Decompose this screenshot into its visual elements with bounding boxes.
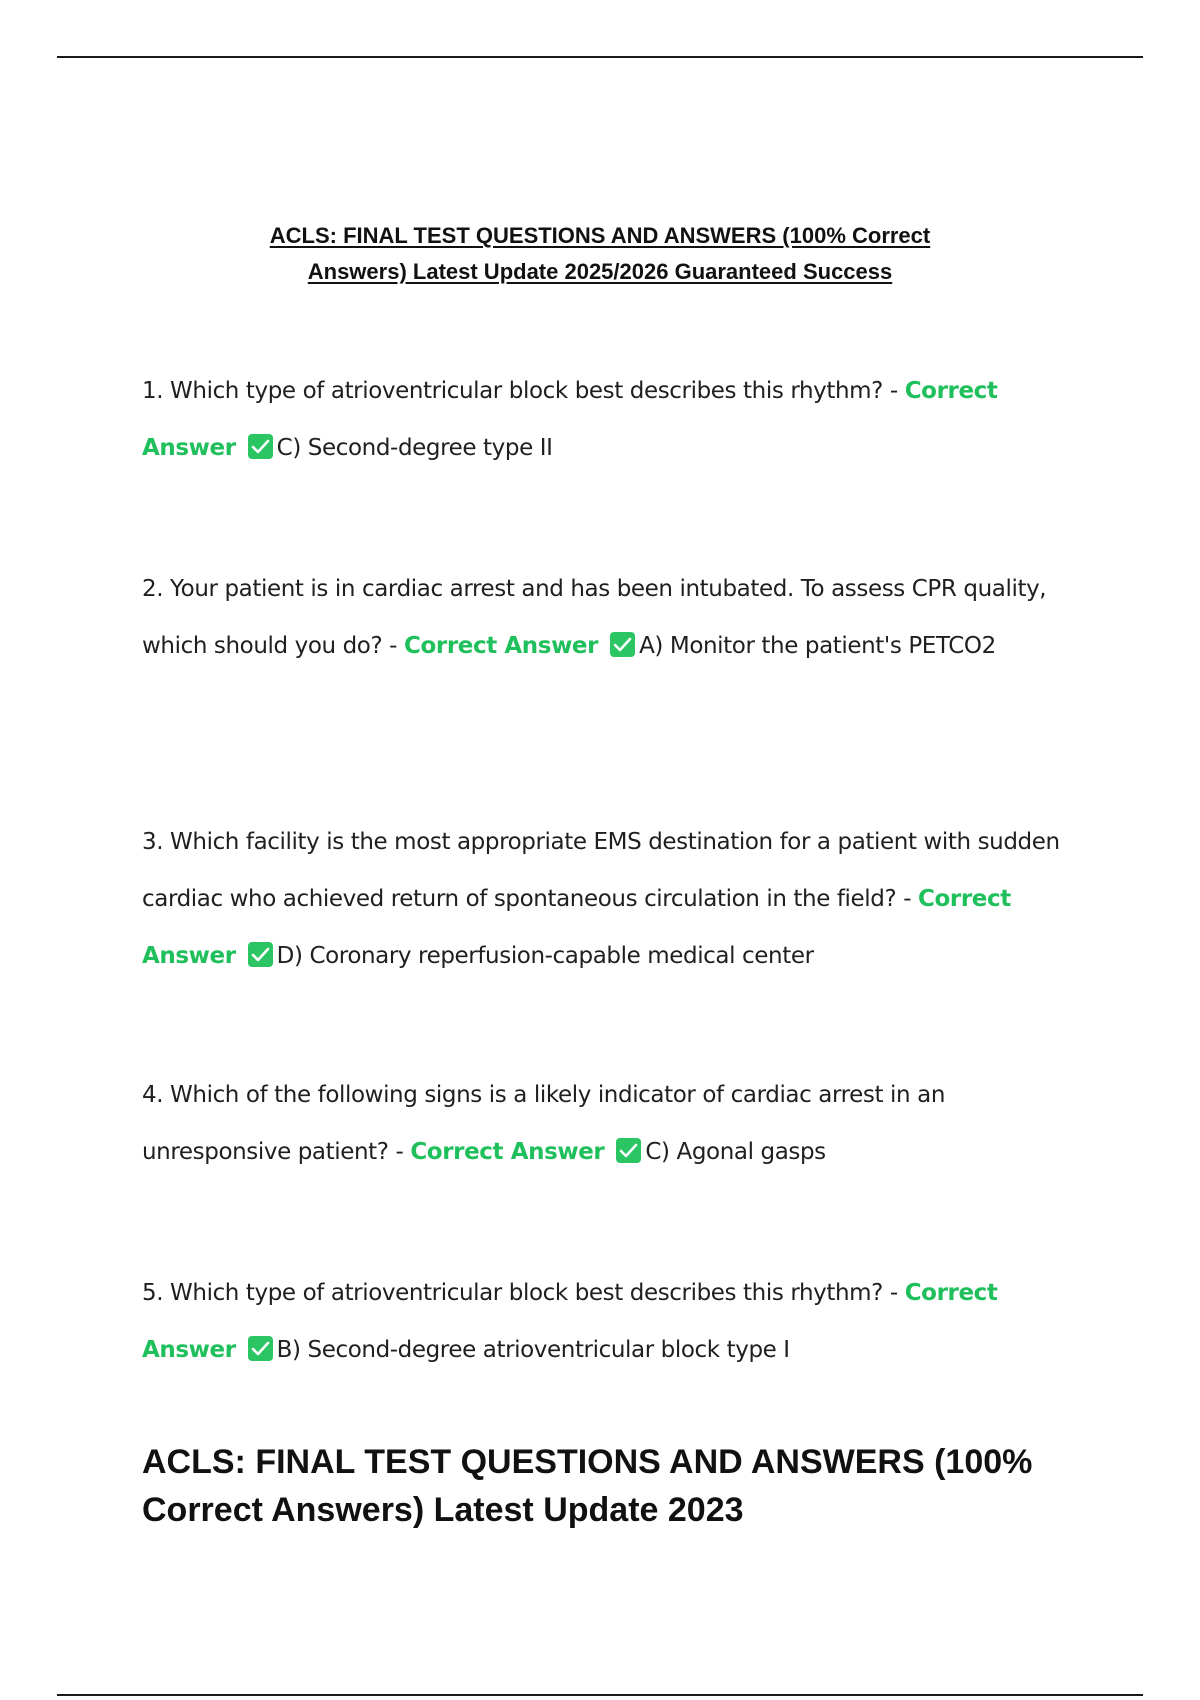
question-text: 5. Which type of atrioventricular block best describes this rhythm? -: [142, 1280, 905, 1306]
checkmark-box-icon: [248, 434, 273, 459]
question-5: [142, 1265, 1067, 1379]
question-text: 2. Your patient is in cardiac arrest and has been intubated. To assess CPR quality, which should you do? -: [142, 576, 1047, 659]
answer-text: A) Monitor the patient's PETCO2: [639, 633, 996, 659]
correct-answer-label: Correct Answer: [142, 886, 1011, 969]
correct-answer-label: Correct Answer: [142, 1280, 998, 1363]
correct-answer-label: Correct Answer: [142, 378, 998, 461]
question-text: 1. Which type of atrioventricular block best describes this rhythm? -: [142, 378, 905, 404]
top-divider: [57, 56, 1143, 58]
question-3: [142, 814, 1067, 985]
correct-answer-label: Correct Answer: [404, 633, 599, 659]
checkmark-box-icon: [248, 1336, 273, 1361]
section-heading-line-1: ACLS: FINAL TEST QUESTIONS AND ANSWERS (100%: [142, 1443, 1033, 1481]
document-title-line-1: ACLS: FINAL TEST QUESTIONS AND ANSWERS (100% Correct: [269, 223, 931, 248]
question-2: [142, 561, 1067, 675]
answer-text: C) Second-degree type II: [276, 435, 553, 461]
document-title-line-2: Answers) Latest Update 2025/2026 Guaranteed Success: [307, 259, 893, 284]
correct-answer-label: Correct Answer: [410, 1139, 605, 1165]
bottom-divider: [57, 1694, 1143, 1696]
answer-text: C) Agonal gasps: [645, 1139, 826, 1165]
question-1: [142, 363, 1067, 477]
answer-text: B) Second-degree atrioventricular block type I: [276, 1337, 790, 1363]
question-text: 4. Which of the following signs is a likely indicator of cardiac arrest in an unresponsive patient? -: [142, 1082, 945, 1165]
checkmark-box-icon: [248, 942, 273, 967]
document-title: [150, 218, 1050, 290]
checkmark-box-icon: [616, 1138, 641, 1163]
answer-text: D) Coronary reperfusion-capable medical center: [276, 943, 814, 969]
question-text: 3. Which facility is the most appropriate EMS destination for a patient with sudden cardiac who achieved return of spontaneous circulation in the field? -: [142, 829, 1060, 912]
section-heading-line-2: Correct Answers) Latest Update 2023: [142, 1491, 744, 1529]
section-heading: [142, 1438, 1092, 1534]
checkmark-box-icon: [610, 632, 635, 657]
question-4: [142, 1067, 1067, 1181]
